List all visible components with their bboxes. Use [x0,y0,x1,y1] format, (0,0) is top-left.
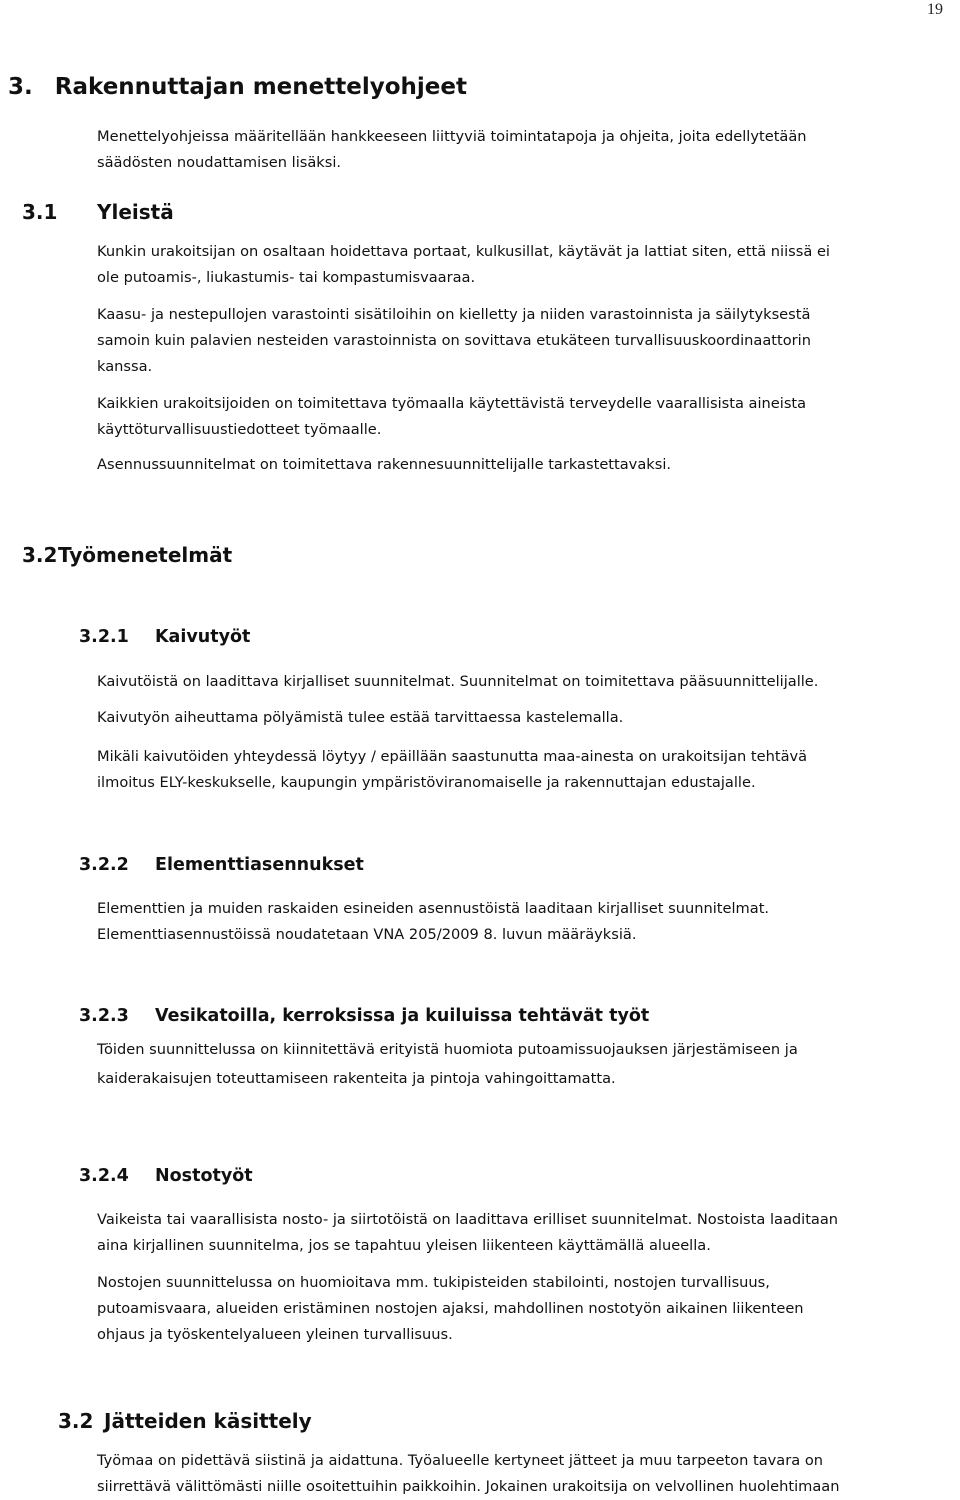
main-heading [8,74,467,100]
section-3-2-2-title: Elementtiasennukset [155,855,364,875]
section-3-2-1-title: Kaivutyöt [155,627,251,647]
paragraph: Elementtien ja muiden raskaiden esineiden asennustöistä laaditaan kirjalliset suunnitelmat. Elementtiasennustöissä noudatetaan VNA 205/2009 8. luvun määräyksiä. [97,900,770,943]
paragraph: Mikäli kaivutöiden yhteydessä löytyy / epäillään saastunutta maa-ainesta on urakoitsijan tehtävä ilmoitus ELY-keskukselle, kaupungin ympäristöviranomaiselle ja rakennuttajan edustajalle. [97,748,808,791]
paragraph: Kunkin urakoitsijan on osaltaan hoidettava portaat, kulkusillat, käytävät ja lattiat siten, että niissä ei ole putoamis-, liukastumis- tai kompastumisvaaraa. [97,243,830,286]
section-3-2-1-number: 3.2.1 [79,627,129,647]
section-3-2-title: Työmenetelmät [58,543,233,567]
paragraph: Kaasu- ja nestepullojen varastointi sisätiloihin on kielletty ja niiden varastoinnista ja säilytyksestä samoin kuin palavien nesteiden varastoinnista on sovittava etukäteen turvallisuuskoordinaattorin kanssa. [97,306,811,375]
paragraph: Vaikeista tai vaarallisista nosto- ja siirtotöistä on laadittava erilliset suunnitelmat. Nostoista laaditaan aina kirjallinen suunnitelma, jos se tapahtuu yleisen liikenteen käyttämällä alueella. [97,1211,839,1254]
section-3-2-4-title: Nostotyöt [155,1166,253,1186]
paragraph: Töiden suunnittelussa on kiinnitettävä erityistä huomiota putoamissuojauksen järjestämiseen ja kaiderakaisujen toteuttamiseen rakenteita ja pintoja vahingoittamatta. [97,1041,798,1087]
section-3-2-waste-number: 3.2 [58,1409,94,1433]
section-3-2-3-title: Vesikatoilla, kerroksissa ja kuiluissa tehtävät työt [155,1006,650,1026]
section-3-2-4-number: 3.2.4 [79,1166,129,1186]
page-number: 19 [927,1,943,18]
intro-paragraph: Menettelyohjeissa määritellään hankkeeseen liittyviä toimintatapoja ja ohjeita, joita edellytetään säädösten noudattamisen lisäksi. [97,128,807,171]
paragraph: Kaivutöistä on laadittava kirjalliset suunnitelmat. Suunnitelmat on toimitettava pääsuunnittelijalle. [97,673,819,690]
section-3-1-heading [22,200,57,224]
section-3-2-3-number: 3.2.3 [79,1006,129,1026]
main-heading-text: Rakennuttajan menettelyohjeet [54,74,467,100]
section-3-2-waste-title: Jätteiden käsittely [104,1409,312,1433]
section-3-2-heading [22,543,57,567]
paragraph: Asennussuunnitelmat on toimitettava rakennesuunnittelijalle tarkastettavaksi. [97,456,672,473]
paragraph: Kaivutyön aiheuttama pölyämistä tulee estää tarvittaessa kastelemalla. [97,709,624,726]
main-heading-number: 3. [8,74,33,100]
section-number: 3.2 [22,543,58,567]
section-number: 3.1 [22,200,58,224]
section-3-2-2-number: 3.2.2 [79,855,129,875]
section-3-1-title: Yleistä [97,200,174,224]
paragraph: Työmaa on pidettävä siistinä ja aidattuna. Työalueelle kertyneet jätteet ja muu tarpeeton tavara on siirrettävä välittömästi niille osoitettuihin paikkoihin. Jokainen urakoitsija on velvollinen huolehtimaan [97,1452,840,1495]
paragraph: Nostojen suunnittelussa on huomioitava mm. tukipisteiden stabilointi, nostojen turvallisuus, putoamisvaara, alueiden eristäminen nostojen ajaksi, mahdollinen nostotyön aikainen liikenteen ohjaus ja työskentelyalueen yleinen turvallisuus. [97,1274,804,1343]
paragraph: Kaikkien urakoitsijoiden on toimitettava työmaalla käytettävistä terveydelle vaarallisista aineista käyttöturvallisuustiedotteet työmaalle. [97,395,807,438]
